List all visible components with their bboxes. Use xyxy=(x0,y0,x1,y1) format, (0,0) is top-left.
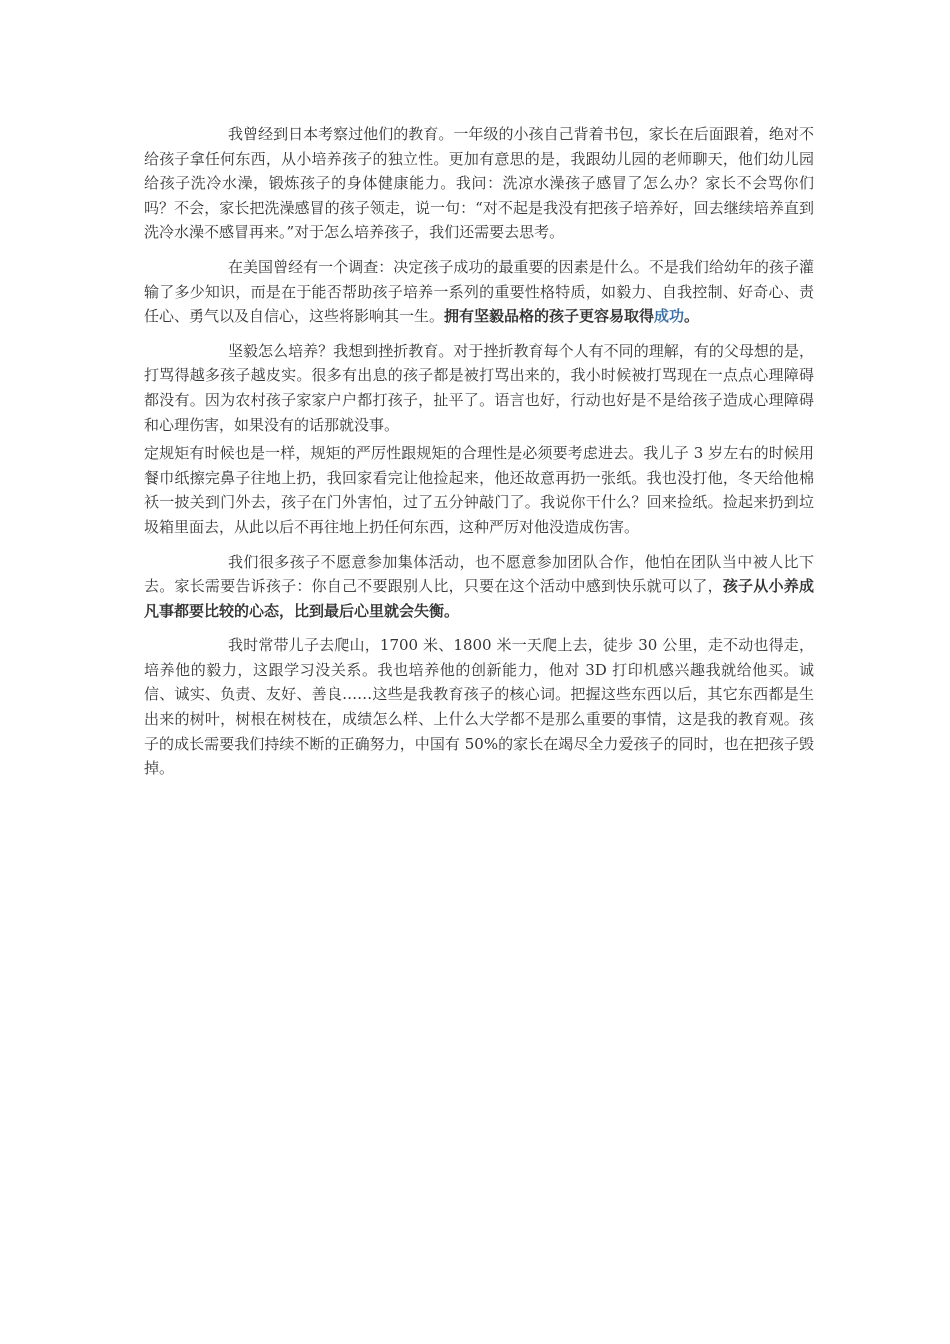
bold-emphasis: 拥有坚毅品格的孩子更容易取得 xyxy=(444,307,655,326)
paragraph-text: 坚毅怎么培养？我想到挫折教育。对于挫折教育每个人有不同的理解，有的父母想的是，打骂得越多孩子越皮实。很多有出息的孩子都是被打骂出来的，我小时候被打骂现在一点点心理障碍都没有。因为农村孩子家家户户都打孩子，扯平了。语言也好，行动也好是不是给孩子造成心理障碍和心理伤害，如果没有的话那就没事。 xyxy=(144,341,814,434)
paragraph-group-activity xyxy=(144,550,814,624)
success-link[interactable]: 成功 xyxy=(654,307,685,326)
bold-emphasis-end: 。 xyxy=(684,307,700,326)
article-body xyxy=(144,122,814,791)
paragraph-text: 定规矩有时候也是一样，规矩的严厉性跟规矩的合理性是必须要考虑进去。我儿子 3 岁左右的时候用餐巾纸擦完鼻子往地上扔，我回家看完让他捡起来，他还故意再扔一张纸。我也没打他，冬天给他棉袄一披关到门外去，孩子在门外害怕，过了五分钟敲门了。我说你干什么？回来捡纸。捡起来扔到垃圾箱里面去，从此以后不再往地上扔任何东西，这种严厉对他没造成伤害。 xyxy=(144,444,814,536)
paragraph-us-survey xyxy=(144,255,814,329)
bold-emphasis: 孩子从小养成凡事都要比较的心态，比到最后心里就会失衡。 xyxy=(144,577,814,620)
paragraph-text: 在美国曾经有一个调查：决定孩子成功的最重要的因素是什么。不是我们给幼年的孩子灌输了多少知识，而是在于能否帮助孩子培养一系列的重要性格特质，如毅力、自我控制、好奇心、责任心、勇气以及自信心，这些将影响其一生。 xyxy=(144,257,814,326)
paragraph-text: 我们很多孩子不愿意参加集体活动，也不愿意参加团队合作，他怕在团队当中被人比下去。家长需要告诉孩子：你自己不要跟别人比，只要在这个活动中感到快乐就可以了， xyxy=(144,552,814,596)
paragraph-rules xyxy=(144,441,814,539)
paragraph-japan-education xyxy=(144,122,814,245)
paragraph-mountain-climbing xyxy=(144,633,814,781)
paragraph-text: 我时常带儿子去爬山，1700 米、1800 米一天爬上去，徒步 30 公里，走不动也得走，培养他的毅力，这跟学习没关系。我也培养他的创新能力，他对 3D 打印机感兴趣我就给他买。诚信、诚实、负责、友好、善良……这些是我教育孩子的核心词。把握这些东西以后，其它东西都是生出来的树叶，树根在树枝在，成绩怎么样、上什么大学都不是那么重要的事情，这是我的教育观。孩子的成长需要我们持续不断的正确努力，中国有 50%的家长在竭尽全力爱孩子的同时，也在把孩子毁掉。 xyxy=(144,636,814,778)
paragraph-frustration-education xyxy=(144,339,814,437)
paragraph-text: 我曾经到日本考察过他们的教育。一年级的小孩自己背着书包，家长在后面跟着，绝对不给孩子拿任何东西，从小培养孩子的独立性。更加有意思的是，我跟幼儿园的老师聊天，他们幼儿园给孩子洗冷水澡，锻炼孩子的身体健康能力。我问：洗凉水澡孩子感冒了怎么办？家长不会骂你们吗？不会，家长把洗澡感冒的孩子领走，说一句：“对不起是我没有把孩子培养好，回去继续培养直到洗冷水澡不感冒再来。”对于怎么培养孩子，我们还需要去思考。 xyxy=(144,125,814,242)
